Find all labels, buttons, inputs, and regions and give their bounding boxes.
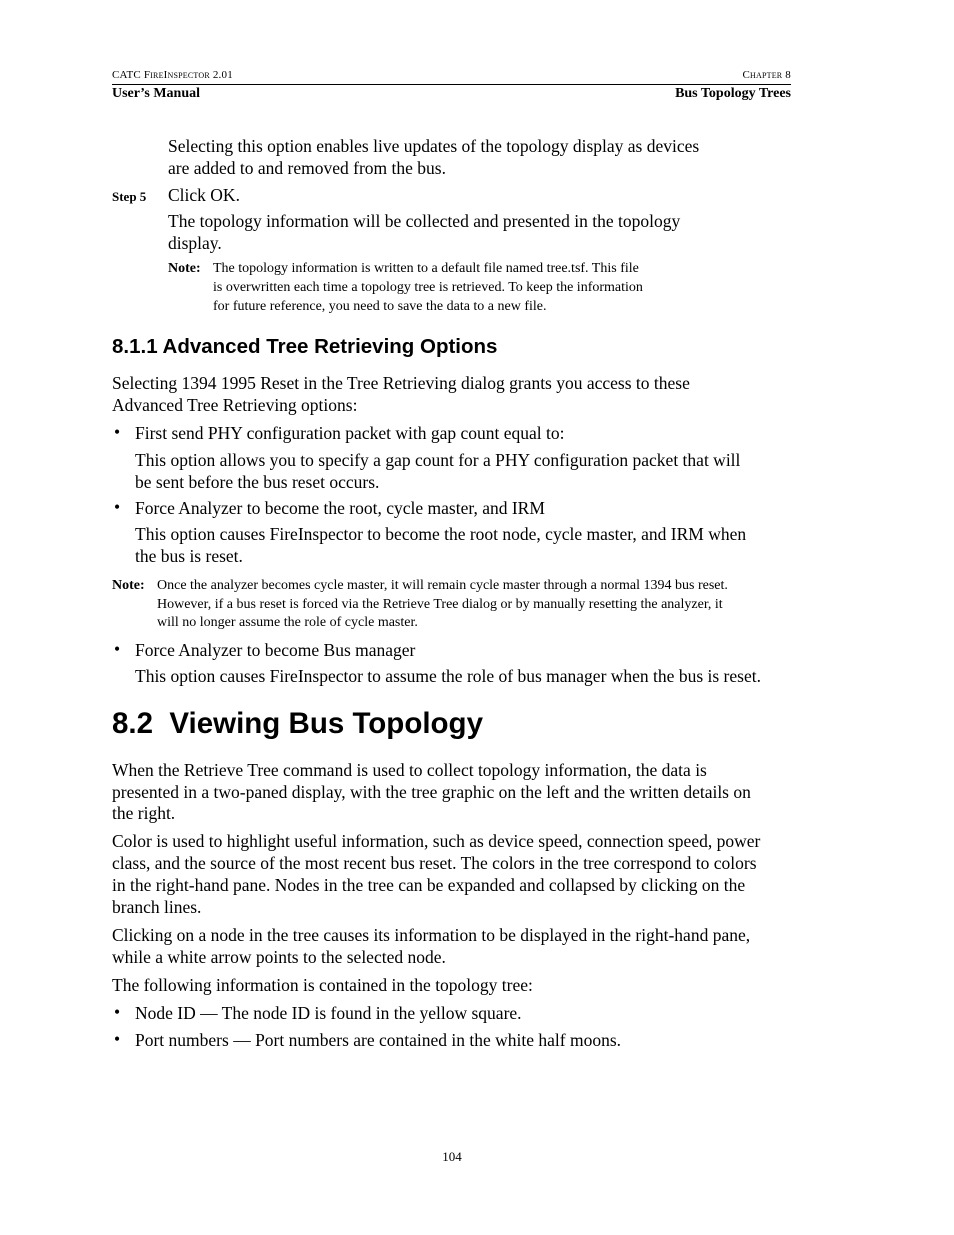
intro-line-2: are added to and removed from the bus. — [168, 158, 446, 178]
note-label: Note: — [168, 261, 201, 276]
section-heading-8-2: 8.2 Viewing Bus Topology — [112, 707, 483, 740]
option-2-desc-line-2: the bus is reset. — [135, 546, 243, 566]
bullet-glyph: • — [114, 639, 121, 659]
note-line-1: The topology information is written to a default file named tree.tsf. This file — [213, 261, 639, 276]
info-bullet-2: Port numbers — Port numbers are contained in the white half moons. — [135, 1030, 622, 1050]
section-82-p1-line-3: the right. — [112, 803, 176, 823]
bullet-glyph: • — [114, 497, 121, 517]
option-3-desc: This option causes FireInspector to assume the role of bus manager when the bus is reset. — [135, 666, 761, 686]
header-rule — [112, 84, 791, 85]
section-811-para-line-1: Selecting 1394 1995 Reset in the Tree Retrieving dialog grants you access to these — [112, 373, 690, 393]
step-label: Step 5 — [112, 189, 147, 204]
section-82-p2-line-1: Color is used to highlight useful information, such as device speed, connection speed, power — [112, 831, 761, 851]
section-82-p3-line-2: while a white arrow points to the selected node. — [112, 947, 446, 967]
info-bullet-1: Node ID — The node ID is found in the yellow square. — [135, 1003, 522, 1023]
option-1-desc-line-1: This option allows you to specify a gap count for a PHY configuration packet that will — [135, 450, 741, 470]
step-desc-line-1: The topology information will be collected and presented in the topology — [168, 211, 681, 231]
section-82-p2-line-2: class, and the source of the most recent bus reset. The colors in the tree correspond to colors — [112, 853, 757, 873]
section-82-p1-line-2: presented in a two-paned display, with the tree graphic on the left and the written details on — [112, 782, 751, 802]
page-number: 104 — [442, 1149, 462, 1164]
header-chapter-title: Bus Topology Trees — [675, 86, 791, 101]
section-heading-8-1-1: 8.1.1 Advanced Tree Retrieving Options — [112, 335, 498, 358]
intro-line-1: Selecting this option enables live updates of the topology display as devices — [168, 136, 700, 156]
section-811-para-line-2: Advanced Tree Retrieving options: — [112, 395, 358, 415]
note-2-line-2: However, if a bus reset is forced via the Retrieve Tree dialog or by manually resetting the analyzer, it — [157, 597, 723, 612]
option-bullet-3: Force Analyzer to become Bus manager — [135, 640, 416, 660]
section-82-p2-line-4: branch lines. — [112, 897, 202, 917]
header-chapter: Chapter 8 — [742, 69, 791, 81]
header-product: CATC FireInspector 2.01 — [112, 69, 233, 81]
step-desc-line-2: display. — [168, 233, 222, 253]
header-manual: User’s Manual — [112, 86, 201, 101]
note-line-3: for future reference, you need to save the data to a new file. — [213, 299, 547, 314]
section-82-p3-line-1: Clicking on a node in the tree causes its information to be displayed in the right-hand pane, — [112, 925, 751, 945]
option-bullet-1: First send PHY configuration packet with gap count equal to: — [135, 423, 565, 443]
note-2-line-1: Once the analyzer becomes cycle master, it will remain cycle master through a normal 1394 bus reset. — [157, 578, 728, 593]
bullet-glyph: • — [114, 1002, 121, 1022]
note-2-line-3: will no longer assume the role of cycle master. — [157, 615, 418, 630]
note-line-2: is overwritten each time a topology tree is retrieved. To keep the information — [213, 280, 643, 295]
section-82-p1-line-1: When the Retrieve Tree command is used to collect topology information, the data is — [112, 760, 707, 780]
section-82-p4: The following information is contained in the topology tree: — [112, 975, 533, 995]
option-1-desc-line-2: be sent before the bus reset occurs. — [135, 472, 380, 492]
bullet-glyph: • — [114, 1029, 121, 1049]
step-action: Click OK. — [168, 185, 240, 205]
section-82-p2-line-3: in the right-hand pane. Nodes in the tree can be expanded and collapsed by clicking on the — [112, 875, 746, 895]
option-2-desc-line-1: This option causes FireInspector to become the root node, cycle master, and IRM when — [135, 524, 747, 544]
bullet-glyph: • — [114, 422, 121, 442]
option-bullet-2: Force Analyzer to become the root, cycle master, and IRM — [135, 498, 545, 518]
note-2-label: Note: — [112, 578, 145, 593]
